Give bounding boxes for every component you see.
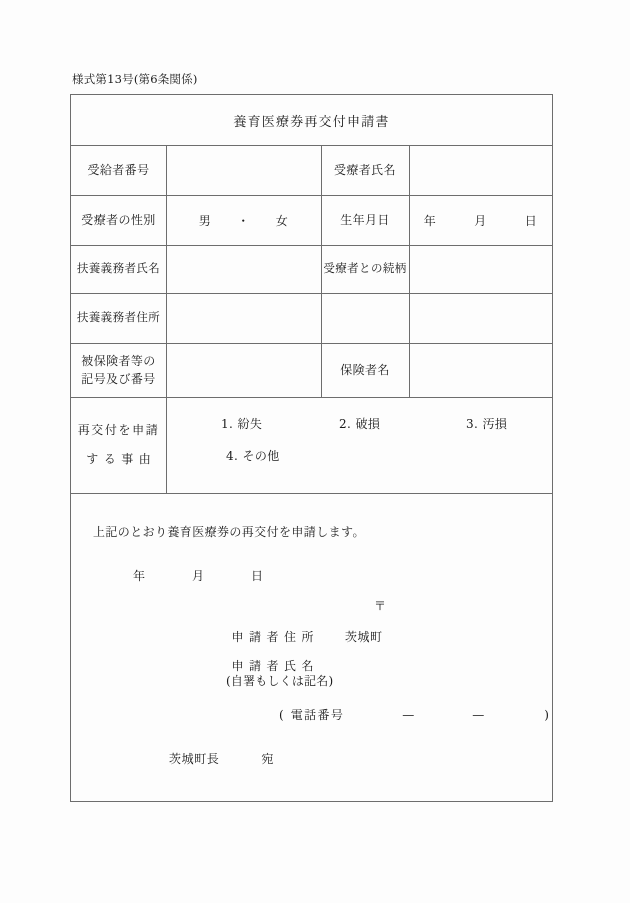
reason-option-damaged[interactable]: 2. 破損 — [339, 417, 381, 431]
dob-month-unit: 月 — [474, 213, 487, 228]
applicant-name-row — [226, 659, 333, 690]
field-patient-name[interactable] — [409, 145, 562, 195]
field-patient-gender[interactable] — [166, 195, 321, 245]
recipient-suffix: 宛 — [261, 752, 274, 766]
recipient-row — [169, 750, 274, 767]
reason-option-lost[interactable]: 1. 紛失 — [221, 417, 263, 431]
telephone-label: 電話番号 — [290, 708, 345, 722]
label-insured-symbol-number — [71, 343, 166, 397]
field-supporter-address[interactable] — [166, 293, 562, 343]
applicant-address-label: 申請者住所 — [231, 630, 320, 644]
declaration-date-month: 月 — [192, 569, 205, 583]
declaration-date-year: 年 — [133, 569, 146, 583]
recipient-name: 茨城町長 — [169, 752, 220, 766]
gender-separator: ・ — [237, 213, 250, 228]
reason-option-soiled[interactable]: 3. 汚損 — [466, 417, 508, 431]
declaration-date-line[interactable] — [133, 567, 263, 584]
telephone-close-paren: ) — [544, 707, 549, 722]
label-date-of-birth: 生年月日 — [340, 212, 390, 227]
applicant-name-label: 申請者氏名 — [231, 659, 320, 673]
label-insured-line2: 記号及び番号 — [81, 372, 156, 386]
applicant-address-row — [226, 628, 383, 645]
field-insurer-name[interactable] — [409, 343, 562, 397]
field-supporter-name[interactable] — [166, 245, 331, 293]
field-insured-symbol-number[interactable] — [166, 343, 331, 397]
label-insurer-name: 保険者名 — [340, 362, 390, 377]
declaration-statement: 上記のとおり養育医療券の再交付を申請します。 — [93, 525, 365, 539]
label-supporter-address: 扶養義務者住所 — [76, 310, 161, 325]
label-supporter-name: 扶養義務者氏名 — [76, 261, 161, 276]
application-form-table — [70, 94, 553, 802]
postal-code-icon: 〒 — [374, 599, 387, 613]
applicant-address-value[interactable]: 茨城町 — [345, 630, 383, 644]
dob-day-unit: 日 — [524, 213, 538, 228]
label-reissue-reason-line1: 再交付を申請 — [77, 422, 160, 437]
field-recipient-number[interactable] — [166, 145, 331, 195]
declaration-date-day: 日 — [251, 569, 264, 583]
rule-below-reasons — [71, 493, 552, 494]
label-patient-name: 受療者氏名 — [333, 162, 396, 177]
reason-option-other[interactable]: 4. その他 — [226, 449, 280, 463]
telephone-open-paren: ( — [279, 707, 284, 722]
form-code-caption: 様式第13号(第6条関係) — [72, 72, 198, 86]
telephone-dash-1: — — [402, 707, 415, 722]
page-title: 養育医療券再交付申請書 — [233, 114, 390, 130]
applicant-telephone-row[interactable] — [279, 706, 549, 723]
label-reissue-reason — [71, 397, 166, 493]
label-insured-line1: 被保険者等の — [81, 354, 156, 368]
label-recipient-number: 受給者番号 — [87, 162, 150, 177]
label-relationship-to-patient: 受療者との続柄 — [323, 261, 407, 276]
field-relationship-to-patient[interactable] — [409, 245, 562, 293]
gender-option-male[interactable]: 男 — [198, 213, 212, 228]
field-date-of-birth[interactable] — [409, 195, 552, 245]
dob-year-unit: 年 — [423, 213, 437, 228]
applicant-name-note: (自署もしくは記名) — [226, 674, 334, 689]
form-title-row — [71, 95, 552, 145]
label-reissue-reason-line2: する事由 — [86, 452, 157, 466]
gender-option-female[interactable]: 女 — [275, 213, 289, 228]
label-patient-gender: 受療者の性別 — [81, 212, 156, 227]
telephone-dash-2: — — [472, 707, 485, 722]
